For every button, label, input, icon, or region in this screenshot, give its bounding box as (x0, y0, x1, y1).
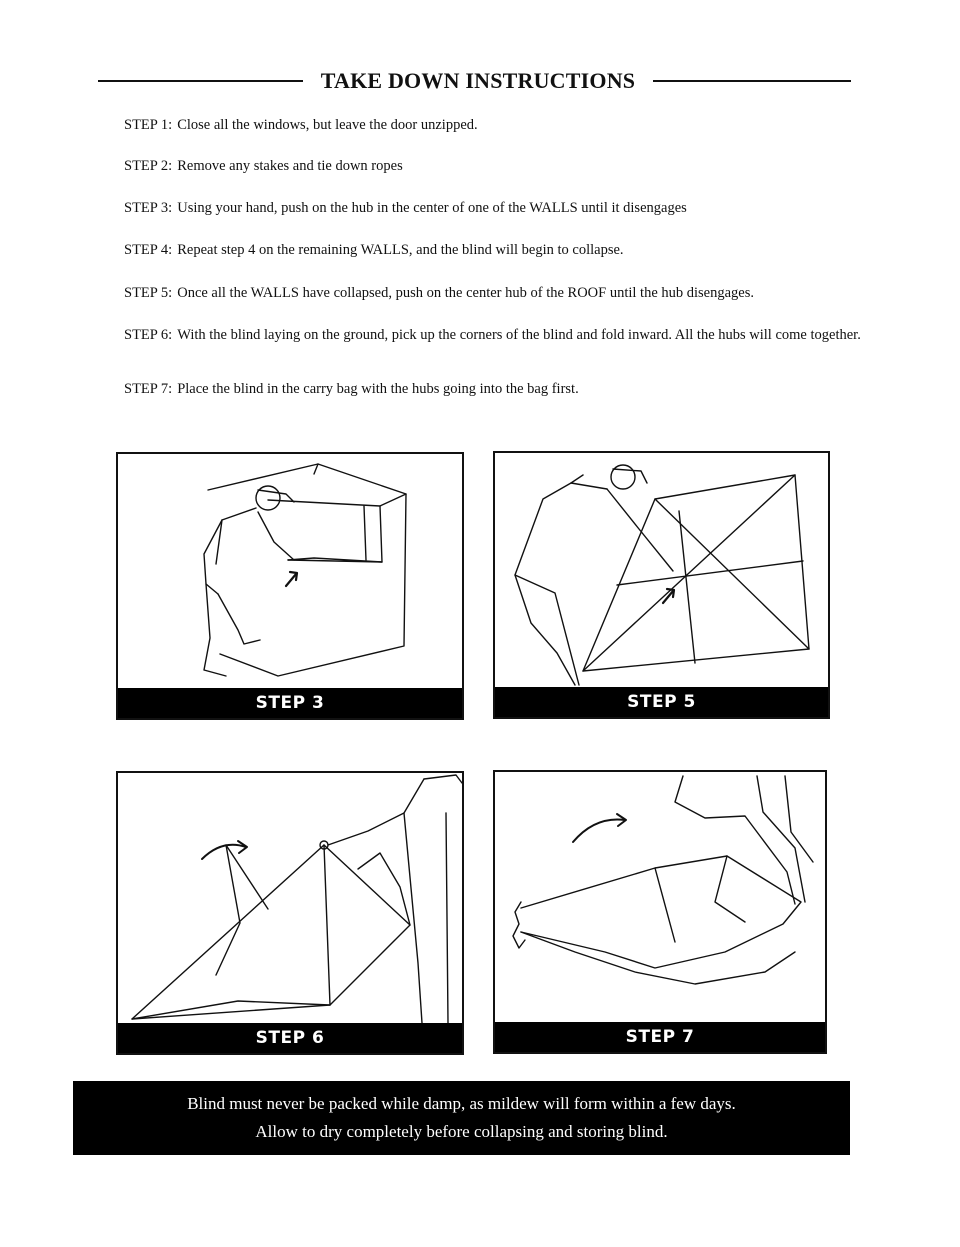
step-7 (124, 376, 579, 402)
step-number: STEP 6: (124, 327, 173, 343)
warning-line-1: Blind must never be packed while damp, as mildew will form within a few days. (187, 1094, 736, 1113)
title-rule-right (653, 80, 851, 82)
step-text: Once all the WALLS have collapsed, push on the center hub of the ROOF until the hub disengages. (177, 285, 755, 301)
title-row (98, 66, 851, 98)
step3-illustration (118, 454, 462, 688)
step7-panel (493, 770, 827, 1054)
step3-caption: STEP 3 (118, 688, 462, 718)
step7-illustration (495, 772, 825, 1022)
step-2 (124, 153, 403, 179)
step5-panel (493, 451, 830, 719)
step-number: STEP 4: (124, 242, 173, 258)
step-text: Remove any stakes and tie down ropes (177, 158, 403, 174)
step-number: STEP 2: (124, 158, 173, 174)
step5-caption: STEP 5 (495, 687, 828, 717)
step-6 (124, 322, 861, 348)
warning-box (73, 1081, 850, 1155)
step6-panel (116, 771, 464, 1055)
step-number: STEP 7: (124, 381, 173, 397)
step-text: Using your hand, push on the hub in the center of one of the WALLS until it disengages (177, 200, 687, 216)
step-1 (124, 112, 478, 138)
step-text: Place the blind in the carry bag with the hubs going into the bag first. (177, 381, 579, 397)
step-5 (124, 280, 754, 306)
warning-line-2: Allow to dry completely before collapsing and storing blind. (255, 1122, 668, 1141)
step6-illustration (118, 773, 462, 1023)
step-text: Close all the windows, but leave the door unzipped. (177, 117, 478, 133)
step-number: STEP 3: (124, 200, 173, 216)
step3-panel (116, 452, 464, 720)
step-text: Repeat step 4 on the remaining WALLS, and the blind will begin to collapse. (177, 242, 624, 258)
step6-caption: STEP 6 (118, 1023, 462, 1053)
step-3 (124, 195, 687, 221)
title-rule-left (98, 80, 303, 82)
step-number: STEP 1: (124, 117, 173, 133)
page-title: TAKE DOWN INSTRUCTIONS (320, 68, 636, 93)
step5-illustration (495, 453, 828, 687)
step-number: STEP 5: (124, 285, 173, 301)
step-4 (124, 237, 624, 263)
step7-caption: STEP 7 (495, 1022, 825, 1052)
step-text: With the blind laying on the ground, pick up the corners of the blind and fold inward. All the hubs will come together. (177, 327, 861, 343)
